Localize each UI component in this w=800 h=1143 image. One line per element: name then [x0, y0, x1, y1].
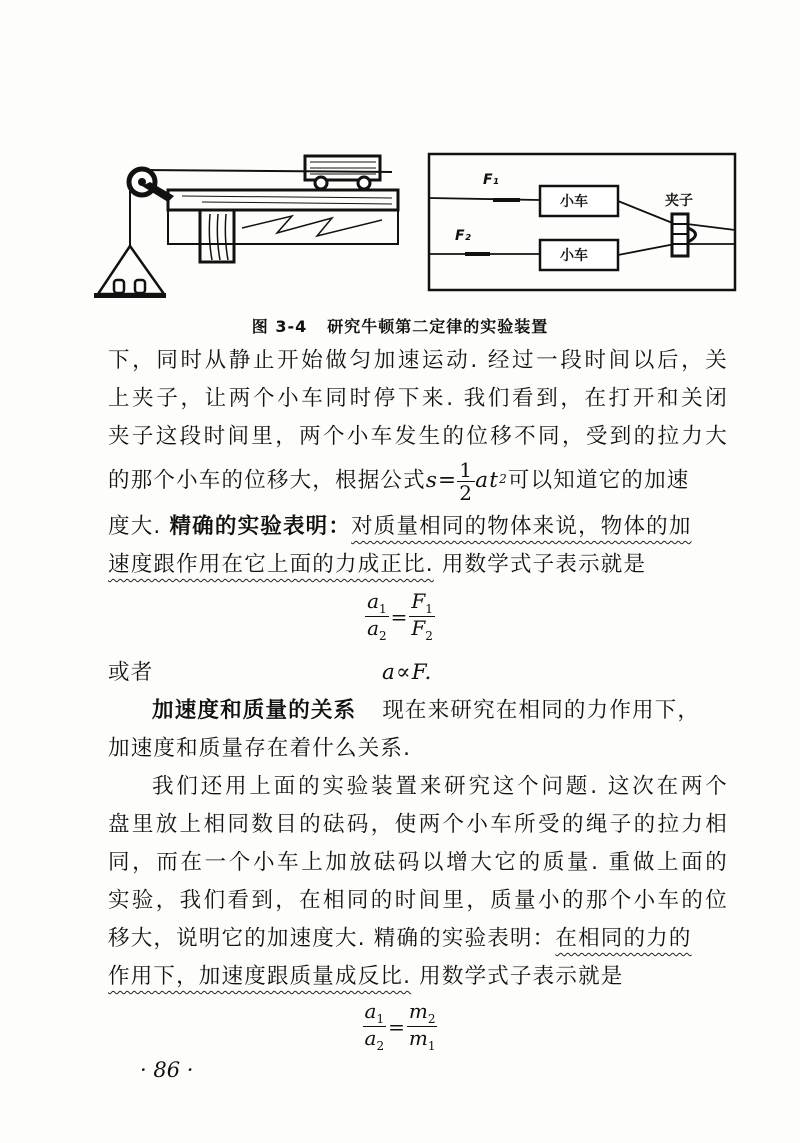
text-line: 同，而在一个小车上加放砝码以增大它的质量. 重做上面的 — [108, 850, 728, 875]
wavy-underlined-statement: 在相同的力的 — [555, 926, 692, 951]
text-line: 盘里放上相同数目的砝码，使两个小车所受的绳子的拉力相 — [108, 812, 728, 837]
symbol: a — [367, 616, 379, 641]
or-line — [108, 660, 728, 686]
symbol: a — [364, 999, 377, 1023]
or-label: 或者 — [108, 660, 154, 685]
fraction-f1-f2 — [409, 590, 435, 643]
wavy-underlined-statement: 速度跟作用在它上面的力成正比. — [108, 552, 434, 577]
bold-emphasis: 精确的实验表明： — [169, 514, 352, 539]
cart-2-label: 小车 — [560, 248, 588, 264]
subscript: 1 — [376, 1012, 385, 1026]
symbol: a — [367, 589, 379, 613]
formula-s: s= — [425, 468, 458, 493]
equation-mass-ratio — [0, 1000, 800, 1053]
text-line: 加速度和质量存在着什么关系. — [108, 736, 412, 761]
equals-sign: = — [388, 1014, 405, 1039]
apparatus-top-view-diagram — [425, 148, 745, 298]
text-segment: 度大. — [108, 514, 170, 539]
symbol: F — [411, 616, 426, 641]
formula-at: at — [475, 468, 500, 493]
subscript: 2 — [427, 1012, 436, 1026]
subscript: 2 — [425, 629, 433, 644]
figure-number: 图 3-4 — [251, 317, 308, 336]
text-line — [108, 964, 728, 990]
subscript: 2 — [376, 1039, 385, 1054]
force-2-label: F₂ — [455, 228, 471, 244]
fraction-one-half — [457, 459, 475, 504]
text-line — [108, 926, 728, 952]
clamp-label: 夹子 — [665, 193, 693, 209]
symbol: F — [411, 589, 426, 613]
section-heading: 加速度和质量的关系 — [152, 698, 357, 723]
text-line: 我们还用上面的实验装置来研究这个问题. 这次在两个 — [152, 774, 728, 799]
symbol: m — [408, 999, 428, 1023]
text-segment: 的那个小车的位移大，根据公式 — [108, 468, 426, 493]
wavy-underlined-statement: 对质量相同的物体来说，物体的加 — [351, 514, 692, 539]
text-segment: 移大，说明它的加速度大. 精确的实验表明： — [108, 926, 556, 951]
page-number: · 86 · — [140, 1058, 194, 1082]
text-line — [108, 552, 728, 578]
force-1-label: F₁ — [483, 172, 499, 188]
text-segment: 用数学式子表示就是 — [433, 552, 647, 577]
fraction-a1-a2 — [363, 1000, 387, 1053]
equals-sign: = — [390, 604, 408, 629]
symbol: a — [364, 1026, 377, 1051]
fraction-a1-a2 — [365, 590, 389, 643]
formula-line — [108, 456, 728, 506]
apparatus-side-view-illustration — [92, 148, 422, 308]
figure-caption — [0, 314, 800, 337]
proportional-formula: a∝F. — [382, 660, 433, 685]
text-line — [108, 698, 728, 724]
formula-exponent: 2 — [499, 472, 508, 486]
text-line: 夹子这段时间里，两个小车发生的位移不同，受到的拉力大 — [108, 424, 728, 449]
text-line — [108, 514, 728, 540]
text-segment: 现在来研究在相同的力作用下， — [382, 698, 701, 723]
subscript: 2 — [379, 629, 387, 644]
subscript: 1 — [379, 602, 387, 616]
cart-1-label: 小车 — [560, 194, 588, 210]
wavy-underlined-statement: 作用下，加速度跟质量成反比. — [108, 964, 412, 989]
text-segment: 用数学式子表示就是 — [411, 964, 624, 989]
text-line: 实验，我们看到，在相同的时间里，质量小的那个小车的位 — [108, 888, 728, 913]
text-line: 下，同时从静止开始做匀加速运动. 经过一段时间以后，关 — [108, 348, 728, 373]
subscript: 1 — [425, 602, 433, 616]
fraction-denominator: 2 — [459, 480, 474, 505]
fraction-m2-m1 — [407, 1000, 438, 1053]
fraction-numerator: 1 — [459, 457, 474, 482]
equation-force-ratio — [0, 590, 800, 643]
figure-3-4 — [0, 0, 800, 340]
text-line: 上夹子，让两个小车同时停下来. 我们看到，在打开和关闭 — [108, 386, 728, 411]
symbol: m — [408, 1026, 428, 1051]
figure-caption-text: 研究牛顿第二定律的实验装置 — [327, 317, 549, 336]
subscript: 1 — [427, 1039, 436, 1054]
text-segment: 可以知道它的加速 — [507, 468, 690, 493]
